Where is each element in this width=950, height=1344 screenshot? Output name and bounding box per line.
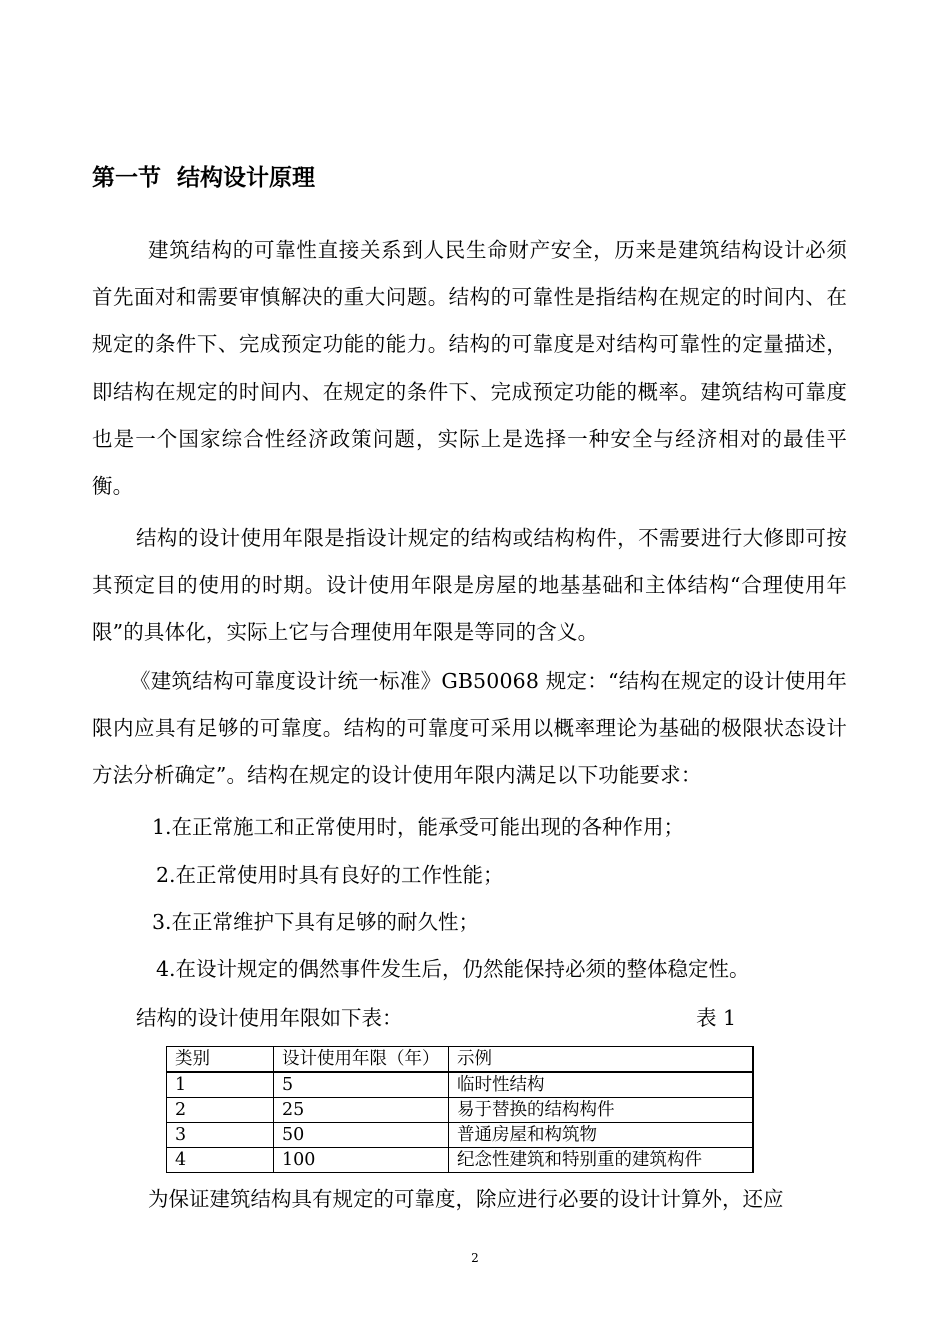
requirement-item: 2.在正常使用时具有良好的工作性能； (156, 863, 504, 887)
table-row (167, 1098, 754, 1123)
table-cell: 3 (167, 1123, 274, 1148)
paragraph-standard-gb50068: 《建筑结构可靠度设计统一标准》GB50068 规定：“结构在规定的设计使用年限内应具有足够的可靠度。结构的可靠度可采用以概率理论为基础的极限状态设计方法分析确定”。结构在规定的设计使用年限内满足以下功能要求： (92, 669, 847, 788)
paragraph-design-service-life: 结构的设计使用年限是指设计规定的结构或结构构件，不需要进行大修即可按其预定目的使用的时期。设计使用年限是房屋的地基基础和主体结构“合理使用年限”的具体化，实际上它与合理使用年限是等同的含义。 (92, 526, 847, 645)
table-cell: 5 (274, 1072, 449, 1098)
table-cell: 100 (274, 1148, 449, 1173)
paragraph-reliability: 建筑结构的可靠性直接关系到人民生命财产安全，历来是建筑结构设计必须首先面对和需要审慎解决的重大问题。结构的可靠性是指结构在规定的时间内、在规定的条件下、完成预定功能的能力。结构的可靠度是对结构可靠性的定量描述，即结构在规定的时间内、在规定的条件下、完成预定功能的概率。建筑结构可靠度也是一个国家综合性经济政策问题，实际上是选择一种安全与经济相对的最佳平衡。 (92, 238, 847, 499)
requirement-item: 4.在设计规定的偶然事件发生后，仍然能保持必须的整体稳定性。 (156, 957, 750, 981)
requirement-item: 1.在正常施工和正常使用时，能承受可能出现的各种作用； (152, 815, 685, 839)
table-cell: 纪念性建筑和特别重的建筑构件 (449, 1148, 754, 1173)
service-life-table (166, 1046, 754, 1173)
table-header-cell: 设计使用年限（年） (274, 1047, 449, 1073)
table-row (167, 1072, 754, 1098)
table-header-cell: 类别 (167, 1047, 274, 1073)
table-row (167, 1123, 754, 1148)
requirement-item: 3.在正常维护下具有足够的耐久性； (152, 910, 480, 934)
table-cell: 50 (274, 1123, 449, 1148)
table-intro: 结构的设计使用年限如下表： (136, 1006, 403, 1030)
table-cell: 临时性结构 (449, 1072, 754, 1098)
table-cell: 4 (167, 1148, 274, 1173)
table-caption-line (136, 998, 736, 1038)
table-cell: 1 (167, 1072, 274, 1098)
table-header-cell: 示例 (449, 1047, 754, 1073)
table-header-row (167, 1047, 754, 1073)
table-cell: 易于替换的结构构件 (449, 1098, 754, 1123)
table-label: 表 1 (696, 1006, 737, 1030)
paragraph-closing: 为保证建筑结构具有规定的可靠度，除应进行必要的设计计算外，还应 (148, 1187, 784, 1211)
table-row (167, 1148, 754, 1173)
page-number: 2 (471, 1251, 479, 1265)
table-cell: 普通房屋和构筑物 (449, 1123, 754, 1148)
table-cell: 2 (167, 1098, 274, 1123)
section-heading: 第一节 结构设计原理 (92, 165, 316, 191)
table-cell: 25 (274, 1098, 449, 1123)
